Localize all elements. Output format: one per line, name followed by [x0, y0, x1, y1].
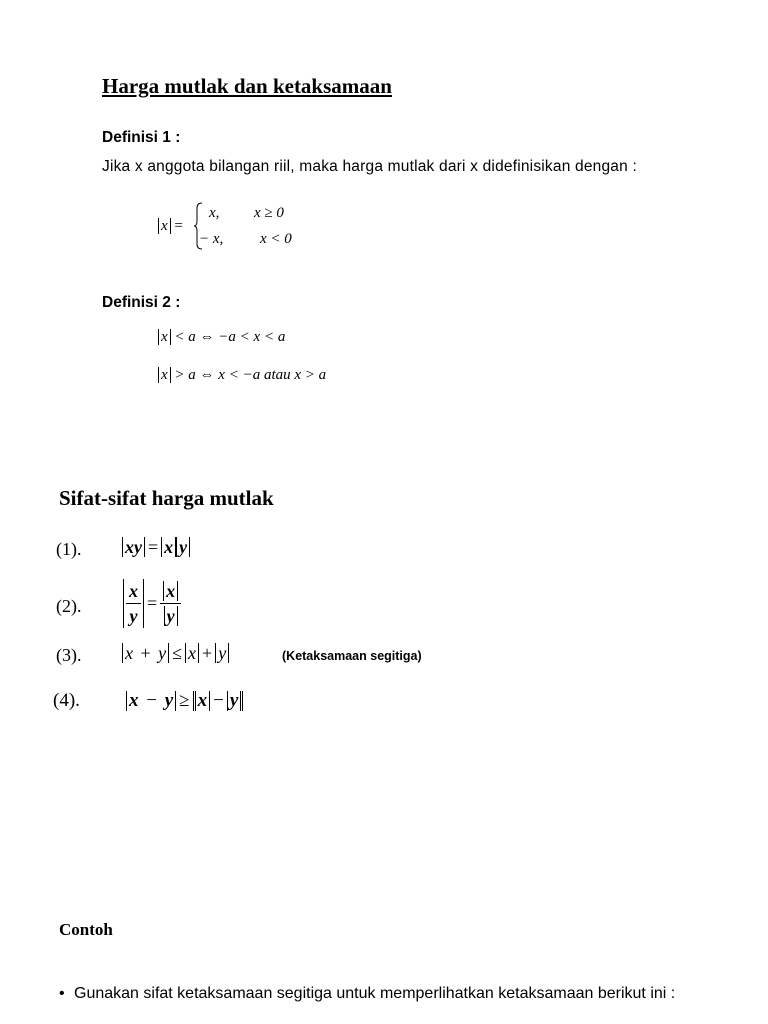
- definisi-2-line-1-rhs: < a ⇔ −a < x < a: [174, 329, 286, 345]
- property-4-formula: x − y ≥ x − y: [126, 690, 243, 712]
- abs-x: x: [158, 329, 171, 345]
- case-2-expr: − x,: [199, 231, 224, 247]
- case-1-cond: x ≥ 0: [254, 205, 284, 221]
- property-3-number: (3).: [56, 645, 82, 665]
- property-1-number: (1).: [56, 539, 82, 559]
- definisi-2-line-1: [158, 329, 285, 346]
- case-2-cond: x < 0: [260, 231, 292, 247]
- contoh-bullet-text: Gunakan sifat ketaksamaan segitiga untuk memperlihatkan ketaksamaan berikut ini :: [74, 985, 676, 1002]
- abs-x: x: [158, 367, 171, 383]
- sifat-heading: Sifat-sifat harga mutlak: [59, 486, 274, 510]
- definisi-1-formula-lhs: x =: [158, 218, 183, 235]
- definisi-1-text: Jika x anggota bilangan riil, maka harga mutlak dari x didefinisikan dengan :: [102, 158, 637, 175]
- bullet-icon: •: [59, 985, 65, 1002]
- property-3-note: (Ketaksamaan segitiga): [282, 649, 422, 663]
- property-1-formula: xy = x y: [122, 537, 190, 558]
- property-2-formula: $\frac{x}{y}$ = $\frac{x}{y}$: [123, 579, 181, 628]
- definisi-1-label: Definisi 1 :: [102, 129, 181, 146]
- page-title: Harga mutlak dan ketaksamaan: [102, 74, 392, 98]
- abs-x: x: [158, 218, 171, 234]
- property-2-number: (2).: [56, 596, 82, 616]
- property-4-number: (4).: [53, 690, 80, 711]
- definisi-2-line-2: [158, 367, 326, 384]
- property-3-formula: x + y ≤ x + y: [122, 643, 229, 664]
- contoh-heading: Contoh: [59, 920, 113, 939]
- definisi-2-line-2-rhs: > a ⇔ x < −a atau x > a: [174, 367, 327, 383]
- definisi-2-label: Definisi 2 :: [102, 294, 181, 311]
- case-1-expr: x,: [209, 205, 220, 221]
